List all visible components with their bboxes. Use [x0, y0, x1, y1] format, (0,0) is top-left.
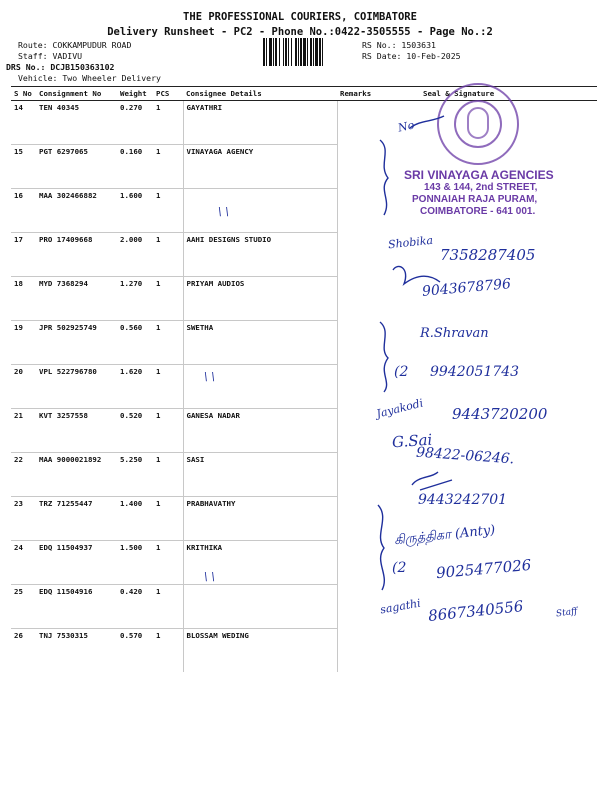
- handwriting-phone-21: 9443720200: [452, 405, 548, 423]
- pcs-cell: 1: [153, 453, 183, 497]
- consignee-cell: [183, 585, 337, 629]
- remarks-cell: [337, 409, 395, 453]
- sno-cell: 25: [11, 585, 36, 629]
- consignment-cell: MYD 7368294: [36, 277, 117, 321]
- seal-signature-cell: [395, 453, 597, 497]
- barcode-bar: [275, 38, 277, 66]
- weight-cell: 0.160: [117, 145, 153, 189]
- seal-signature-cell: [395, 497, 597, 541]
- remarks-cell: [337, 585, 395, 629]
- stamp-line4: COIMBATORE - 641 001.: [420, 206, 536, 217]
- consignment-cell: VPL 522796780: [36, 365, 117, 409]
- consignee-cell: VINAYAGA AGENCY: [183, 145, 337, 189]
- pcs-cell: 1: [153, 277, 183, 321]
- weight-cell: 0.520: [117, 409, 153, 453]
- handwriting-phone-22: 98422-06246.: [415, 444, 515, 468]
- weight-cell: 1.270: [117, 277, 153, 321]
- seal-signature-cell: [395, 233, 597, 277]
- barcode: [263, 38, 357, 66]
- barcode-bar: [295, 38, 297, 66]
- barcode-bar: [307, 38, 308, 66]
- seal-signature-cell: [395, 321, 597, 365]
- weight-cell: 1.500: [117, 541, 153, 585]
- weight-cell: 0.560: [117, 321, 153, 365]
- handwriting-name-17: Shobika: [387, 233, 434, 252]
- seal-signature-cell: [395, 277, 597, 321]
- rs-date: RS Date: 10-Feb-2025: [362, 51, 461, 61]
- pcs-cell: 1: [153, 585, 183, 629]
- pcs-cell: 1: [156, 631, 161, 640]
- table-row: [11, 541, 597, 585]
- consignment-cell: EDQ 11504916: [36, 585, 117, 629]
- col-seal-signature: Seal & Signature: [395, 87, 597, 101]
- sno-cell: 21: [11, 409, 36, 453]
- pcs-cell: 1: [153, 541, 183, 585]
- sno-cell: 19: [11, 321, 36, 365]
- barcode-bar: [291, 38, 292, 66]
- consignment-cell: KVT 3257558: [36, 409, 117, 453]
- handwriting-mark-25: (2: [392, 560, 407, 576]
- handwriting-note-26: Staff: [555, 606, 579, 620]
- table-row: [11, 233, 597, 277]
- table-row: [11, 145, 597, 189]
- table-row: [11, 453, 597, 497]
- consignment-cell: PRO 17409668: [36, 233, 117, 277]
- consignment-cell: MAA 302466882: [36, 189, 117, 233]
- consignment-cell: TEN 40345: [36, 101, 117, 145]
- pcs-cell: 1: [153, 321, 183, 365]
- rs-number: RS No.: 1503631: [362, 40, 436, 50]
- handwriting-name-21: Jayakodi: [375, 396, 425, 421]
- remarks-cell: [337, 629, 395, 673]
- pcs-cell: 1: [153, 101, 183, 145]
- sno-cell: 18: [11, 277, 36, 321]
- handwriting-phone-26: 8667340556: [427, 597, 525, 625]
- remarks-cell: [337, 101, 395, 145]
- staff-label: Staff: VADIVU: [18, 51, 83, 61]
- seal-signature-cell: [395, 541, 597, 585]
- consignee-cell: BLOSSAM WEDING: [183, 629, 337, 673]
- sno-cell: 15: [11, 145, 36, 189]
- remarks-cell: [337, 497, 395, 541]
- barcode-bar: [288, 38, 289, 66]
- ditto-mark-16: \ \: [218, 205, 229, 218]
- route-label: Route: COKKAMPUDUR ROAD: [18, 40, 132, 50]
- seal-signature-cell: [395, 189, 597, 233]
- stamp-line1: SRI VINAYAGA AGENCIES: [404, 168, 554, 182]
- table-row: [11, 277, 597, 321]
- sno-cell: 23: [11, 497, 36, 541]
- ditto-mark-20: \ \: [204, 370, 215, 383]
- table-row: [11, 101, 597, 145]
- sno-cell: 14: [11, 101, 36, 145]
- consignee-cell: SWETHA: [183, 321, 337, 365]
- seal-signature-cell: [395, 145, 597, 189]
- handwriting-phone-23: 9443242701: [418, 492, 508, 508]
- consignee-cell: PRIYAM AUDIOS: [183, 277, 337, 321]
- remarks-cell: [337, 145, 395, 189]
- consignee-cell: PRABHAVATHY: [183, 497, 337, 541]
- sno-cell: 26: [14, 631, 23, 640]
- pcs-cell: 1: [153, 365, 183, 409]
- consignee-cell: GANESA NADAR: [183, 409, 337, 453]
- remarks-cell: [337, 321, 395, 365]
- barcode-bar: [315, 38, 318, 66]
- remarks-cell: [337, 233, 395, 277]
- handwriting-phone-18: 9043678796: [421, 276, 512, 300]
- consignment-cell: EDQ 11504937: [36, 541, 117, 585]
- handwriting-phone-20: 9942051743: [430, 364, 520, 380]
- consignee-cell: AAHI DESIGNS STUDIO: [183, 233, 337, 277]
- vehicle-label: Vehicle: Two Wheeler Delivery: [18, 73, 161, 83]
- weight-cell: 2.000: [117, 233, 153, 277]
- remarks-cell: [337, 365, 395, 409]
- consignment-cell: JPR 502925749: [36, 321, 117, 365]
- sno-cell: 22: [11, 453, 36, 497]
- col-consignment: Consignment No: [36, 87, 117, 101]
- table-row: [11, 629, 597, 673]
- sno-cell: 16: [11, 189, 36, 233]
- sno-cell: 24: [11, 541, 36, 585]
- runsheet-subtitle: Delivery Runsheet - PC2 - Phone No.:0422-3505555 - Page No.:2: [107, 26, 493, 38]
- consignee-cell: [183, 365, 337, 409]
- ditto-mark-25: \ \: [204, 570, 215, 583]
- table-row: [11, 409, 597, 453]
- consignee-cell: KRITHIKA: [183, 541, 337, 585]
- barcode-bar: [319, 38, 321, 66]
- barcode-bar: [285, 38, 287, 66]
- weight-cell: 0.270: [117, 101, 153, 145]
- seal-signature-cell: [395, 409, 597, 453]
- table-row: [11, 189, 597, 233]
- remarks-cell: [337, 277, 395, 321]
- barcode-bar: [283, 38, 284, 66]
- consignment-cell: TRZ 71255447: [36, 497, 117, 541]
- seal-signature-cell: [395, 365, 597, 409]
- barcode-bar: [300, 38, 302, 66]
- table-header-row: [11, 87, 597, 101]
- barcode-bar: [273, 38, 274, 66]
- consignee-cell: SASI: [183, 453, 337, 497]
- consignment-cell: PGT 6297065: [36, 145, 117, 189]
- handwriting-phone-17: 7358287405: [440, 246, 536, 264]
- pcs-cell: 1: [153, 497, 183, 541]
- consignment-cell: TNJ 7530315: [39, 631, 88, 640]
- handwriting-name-26: sagathi: [379, 596, 422, 617]
- barcode-bar: [263, 38, 265, 66]
- handwriting-name-24: கிருத்திகா (Anty): [393, 522, 496, 549]
- barcode-bar: [298, 38, 299, 66]
- pcs-cell: 1: [153, 145, 183, 189]
- runsheet-title: THE PROFESSIONAL COURIERS, COIMBATORE: [183, 11, 417, 23]
- pcs-cell: 1: [153, 189, 183, 233]
- remarks-cell: [337, 541, 395, 585]
- col-sno: S No: [11, 87, 36, 101]
- sno-cell: 17: [11, 233, 36, 277]
- table-row: [11, 321, 597, 365]
- seal-signature-cell: [395, 101, 597, 145]
- weight-cell: 5.250: [117, 453, 153, 497]
- pcs-cell: 1: [153, 233, 183, 277]
- col-weight: Weight: [117, 87, 153, 101]
- pcs-cell: 1: [153, 409, 183, 453]
- stamp-line2: 143 & 144, 2nd STREET,: [424, 182, 538, 193]
- barcode-bar: [269, 38, 272, 66]
- handwriting-phone-25: 9025477026: [435, 555, 533, 583]
- handwriting-name-22: G.Sai: [391, 430, 433, 452]
- remarks-cell: [337, 453, 395, 497]
- seal-signature-cell: [395, 585, 597, 629]
- handwriting-mark-20: (2: [394, 364, 409, 380]
- barcode-bar: [279, 38, 280, 66]
- weight-cell: 1.620: [117, 365, 153, 409]
- consignee-cell: [183, 189, 337, 233]
- col-consignee: Consignee Details: [183, 87, 337, 101]
- table-row: [11, 365, 597, 409]
- handwriting-name-19: R.Shravan: [420, 326, 489, 341]
- consignment-cell: MAA 9000021892: [36, 453, 117, 497]
- weight-cell: 1.600: [117, 189, 153, 233]
- weight-cell: 0.420: [117, 585, 153, 629]
- weight-cell: 0.570: [120, 631, 143, 640]
- remarks-cell: [337, 189, 395, 233]
- sno-cell: 20: [11, 365, 36, 409]
- seal-signature-cell: [395, 629, 597, 673]
- barcode-bar: [303, 38, 306, 66]
- consignee-cell: GAYATHRI: [183, 101, 337, 145]
- barcode-bar: [313, 38, 314, 66]
- table-row: [11, 585, 597, 629]
- col-pcs: PCS: [153, 87, 183, 101]
- drs-number: DRS No.: DCJB150363102: [6, 62, 115, 72]
- runsheet-table: [11, 86, 597, 672]
- barcode-bar: [266, 38, 267, 66]
- table-row: [11, 497, 597, 541]
- handwriting-sig-14: No: [396, 118, 416, 135]
- barcode-bar: [310, 38, 312, 66]
- barcode-bar: [322, 38, 323, 66]
- weight-cell: 1.400: [117, 497, 153, 541]
- col-remarks: Remarks: [337, 87, 395, 101]
- stamp-line3: PONNAIAH RAJA PURAM,: [412, 194, 538, 205]
